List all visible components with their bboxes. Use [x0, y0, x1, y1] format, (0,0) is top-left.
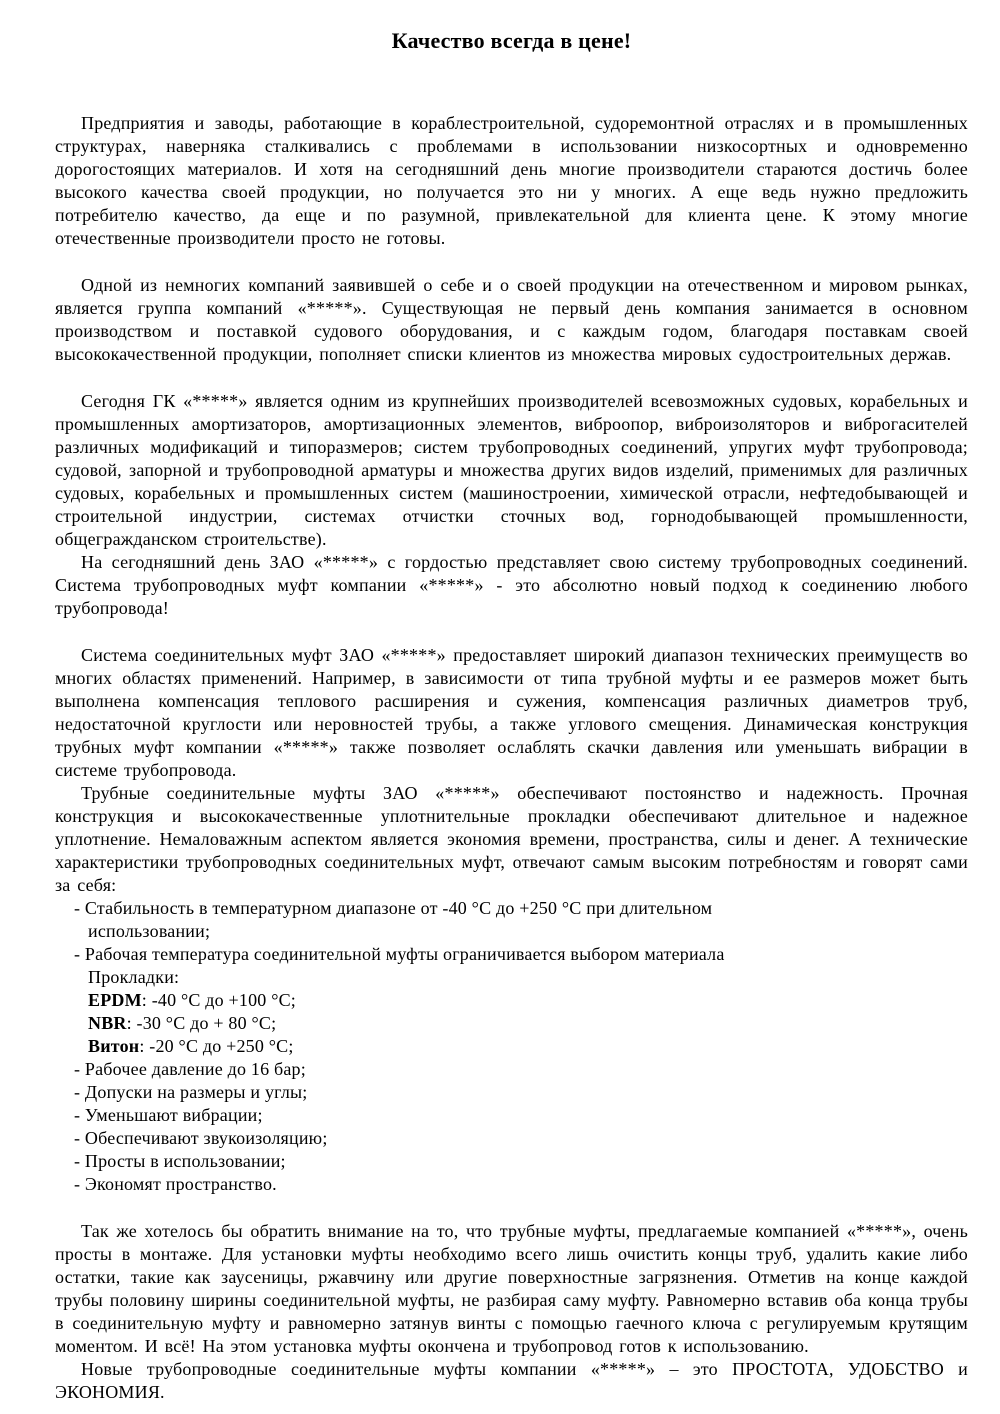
list-item-text: Прокладки: — [88, 967, 180, 987]
list-item-text: - Рабочая температура соединительной муфты ограничивается выбором материала — [74, 944, 725, 964]
list-item-text: - Просты в использовании; — [74, 1151, 286, 1171]
list-item-ease-of-use — [55, 1150, 968, 1173]
list-item-text: - Стабильность в температурном диапазоне от -40 °C до +250 °C при длительном — [74, 898, 713, 918]
paragraph-reliability: Трубные соединительные муфты ЗАО «*****» обеспечивают постоянство и надежность. Прочная конструкция и высококачественные уплотнительные прокладки обеспечивают длительное и надежное уплотнение. Немаловажным аспектом является экономия времени, пространства, силы и денег. А технические характеристики трубопроводных соединительных муфт, отвечают самым высоким потребностям и говорят сами за себя: — [55, 783, 968, 895]
paragraph-conclusion: Новые трубопроводные соединительные муфты компании «*****» – это ПРОСТОТА, УДОБСТВО и ЭКОНОМИЯ. — [55, 1359, 968, 1402]
paragraph-company: Одной из немногих компаний заявившей о себе и о своей продукции на отечественном и мировом рынках, является группа компаний «*****». Существующая не первый день компания занимается в основном производством и поставкой судового оборудования, и с каждым годом, благодаря поставкам своей высококачественной продукции, пополняет списки клиентов из множества мировых судостроительных держав. — [55, 275, 968, 364]
list-item-bold-label: EPDM — [88, 990, 142, 1010]
paragraph-products: Сегодня ГК «*****» является одним из крупнейших производителей всевозможных судовых, корабельных и промышленных амортизаторов, амортизационных элементов, виброопор, виброизоляторов и виброгасителей различных модификаций и типоразмеров; систем трубопроводных соединений, упругих муфт трубопровода; судовой, запорной и трубопроводной арматуры и множества других видов изделий, применимых для различных судовых, корабельных и промышленных систем (машиностроении, химической отрасли, нефтедобывающей и строительной индустрии, системах отчистки сточных вод, горнодобывающей промышленности, общегражданском строительстве). — [55, 391, 968, 549]
list-item-text: - Уменьшают вибрации; — [74, 1105, 263, 1125]
list-item-text: : -40 °C до +100 °C; — [141, 990, 297, 1010]
list-item-working-temp — [55, 943, 968, 966]
list-item-vibration — [55, 1104, 968, 1127]
list-item-soundproofing — [55, 1127, 968, 1150]
list-item-viton — [55, 1035, 968, 1058]
list-item-text: : -20 °C до +250 °C; — [139, 1036, 294, 1056]
list-item-bold-label: Витон — [88, 1036, 140, 1056]
list-item-epdm — [55, 989, 968, 1012]
list-item-text: - Обеспечивают звукоизоляцию; — [74, 1128, 328, 1148]
list-item-pressure — [55, 1058, 968, 1081]
document-title: Качество всегда в цене! — [391, 28, 632, 53]
list-item-bold-label: NBR — [88, 1013, 127, 1033]
specs-list — [55, 897, 968, 1196]
paragraph-advantages: Система соединительных муфт ЗАО «*****» предоставляет широкий диапазон технических преимуществ во многих областях применений. Например, в зависимости от типа трубной муфты и ее размеров может быть выполнена компенсация теплового расширения и сужения, компенсация различных диаметров труб, недостаточной круглости или неровностей трубы, а также углового смещения. Динамическая конструкция трубных муфт компании «*****» также позволяет ослаблять скачки давления или уменьшать вибрации в системе трубопровода. — [55, 645, 968, 780]
list-item-text: - Экономят пространство. — [74, 1174, 277, 1194]
list-item-stability-cont — [55, 920, 968, 943]
list-item-stability — [55, 897, 968, 920]
paragraph-couplings-intro: На сегодняшний день ЗАО «*****» с гордостью представляет свою систему трубопроводных соединений. Система трубопроводных муфт компании «*****» - это абсолютно новый подход к соединению любого трубопровода! — [55, 552, 968, 618]
list-item-text: - Допуски на размеры и углы; — [74, 1082, 308, 1102]
list-item-space-saving — [55, 1173, 968, 1196]
list-item-text: : -30 °C до + 80 °C; — [126, 1013, 277, 1033]
paragraph-intro: Предприятия и заводы, работающие в кораблестроительной, судоремонтной отраслях и в промышленных структурах, наверняка сталкивались с проблемами в использовании низкосортных и одновременно дорогостоящих материалов. И хотя на сегодняшний день многие производители стараются достичь более высокого качества своей продукции, но получается это ни у многих. А еще ведь нужно предложить потребителю качество, да еще и по разумной, привлекательной для клиента цене. К этому многие отечественные производители просто не готовы. — [55, 113, 968, 248]
list-item-text: - Рабочее давление до 16 бар; — [74, 1059, 306, 1079]
paragraph-installation: Так же хотелось бы обратить внимание на то, что трубные муфты, предлагаемые компанией «*****», очень просты в монтаже. Для установки муфты необходимо всего лишь очистить концы труб, удалить какие либо остатки, такие как заусеницы, ржавчину или другие поверхностные загрязнения. Отметив на конце каждой трубы половину ширины соединительной муфты, не разбирая саму муфту. Равномерно вставив оба конца трубы в соединительную муфту и равномерно затянув винты с помощью гаечного ключа с регулируемым крутящим моментом. И всё! На этом установка муфты окончена и трубопровод готов к использованию. — [55, 1221, 968, 1356]
list-item-nbr — [55, 1012, 968, 1035]
list-item-gasket-label — [55, 966, 968, 989]
list-item-text: использовании; — [88, 921, 211, 941]
list-item-tolerances — [55, 1081, 968, 1104]
